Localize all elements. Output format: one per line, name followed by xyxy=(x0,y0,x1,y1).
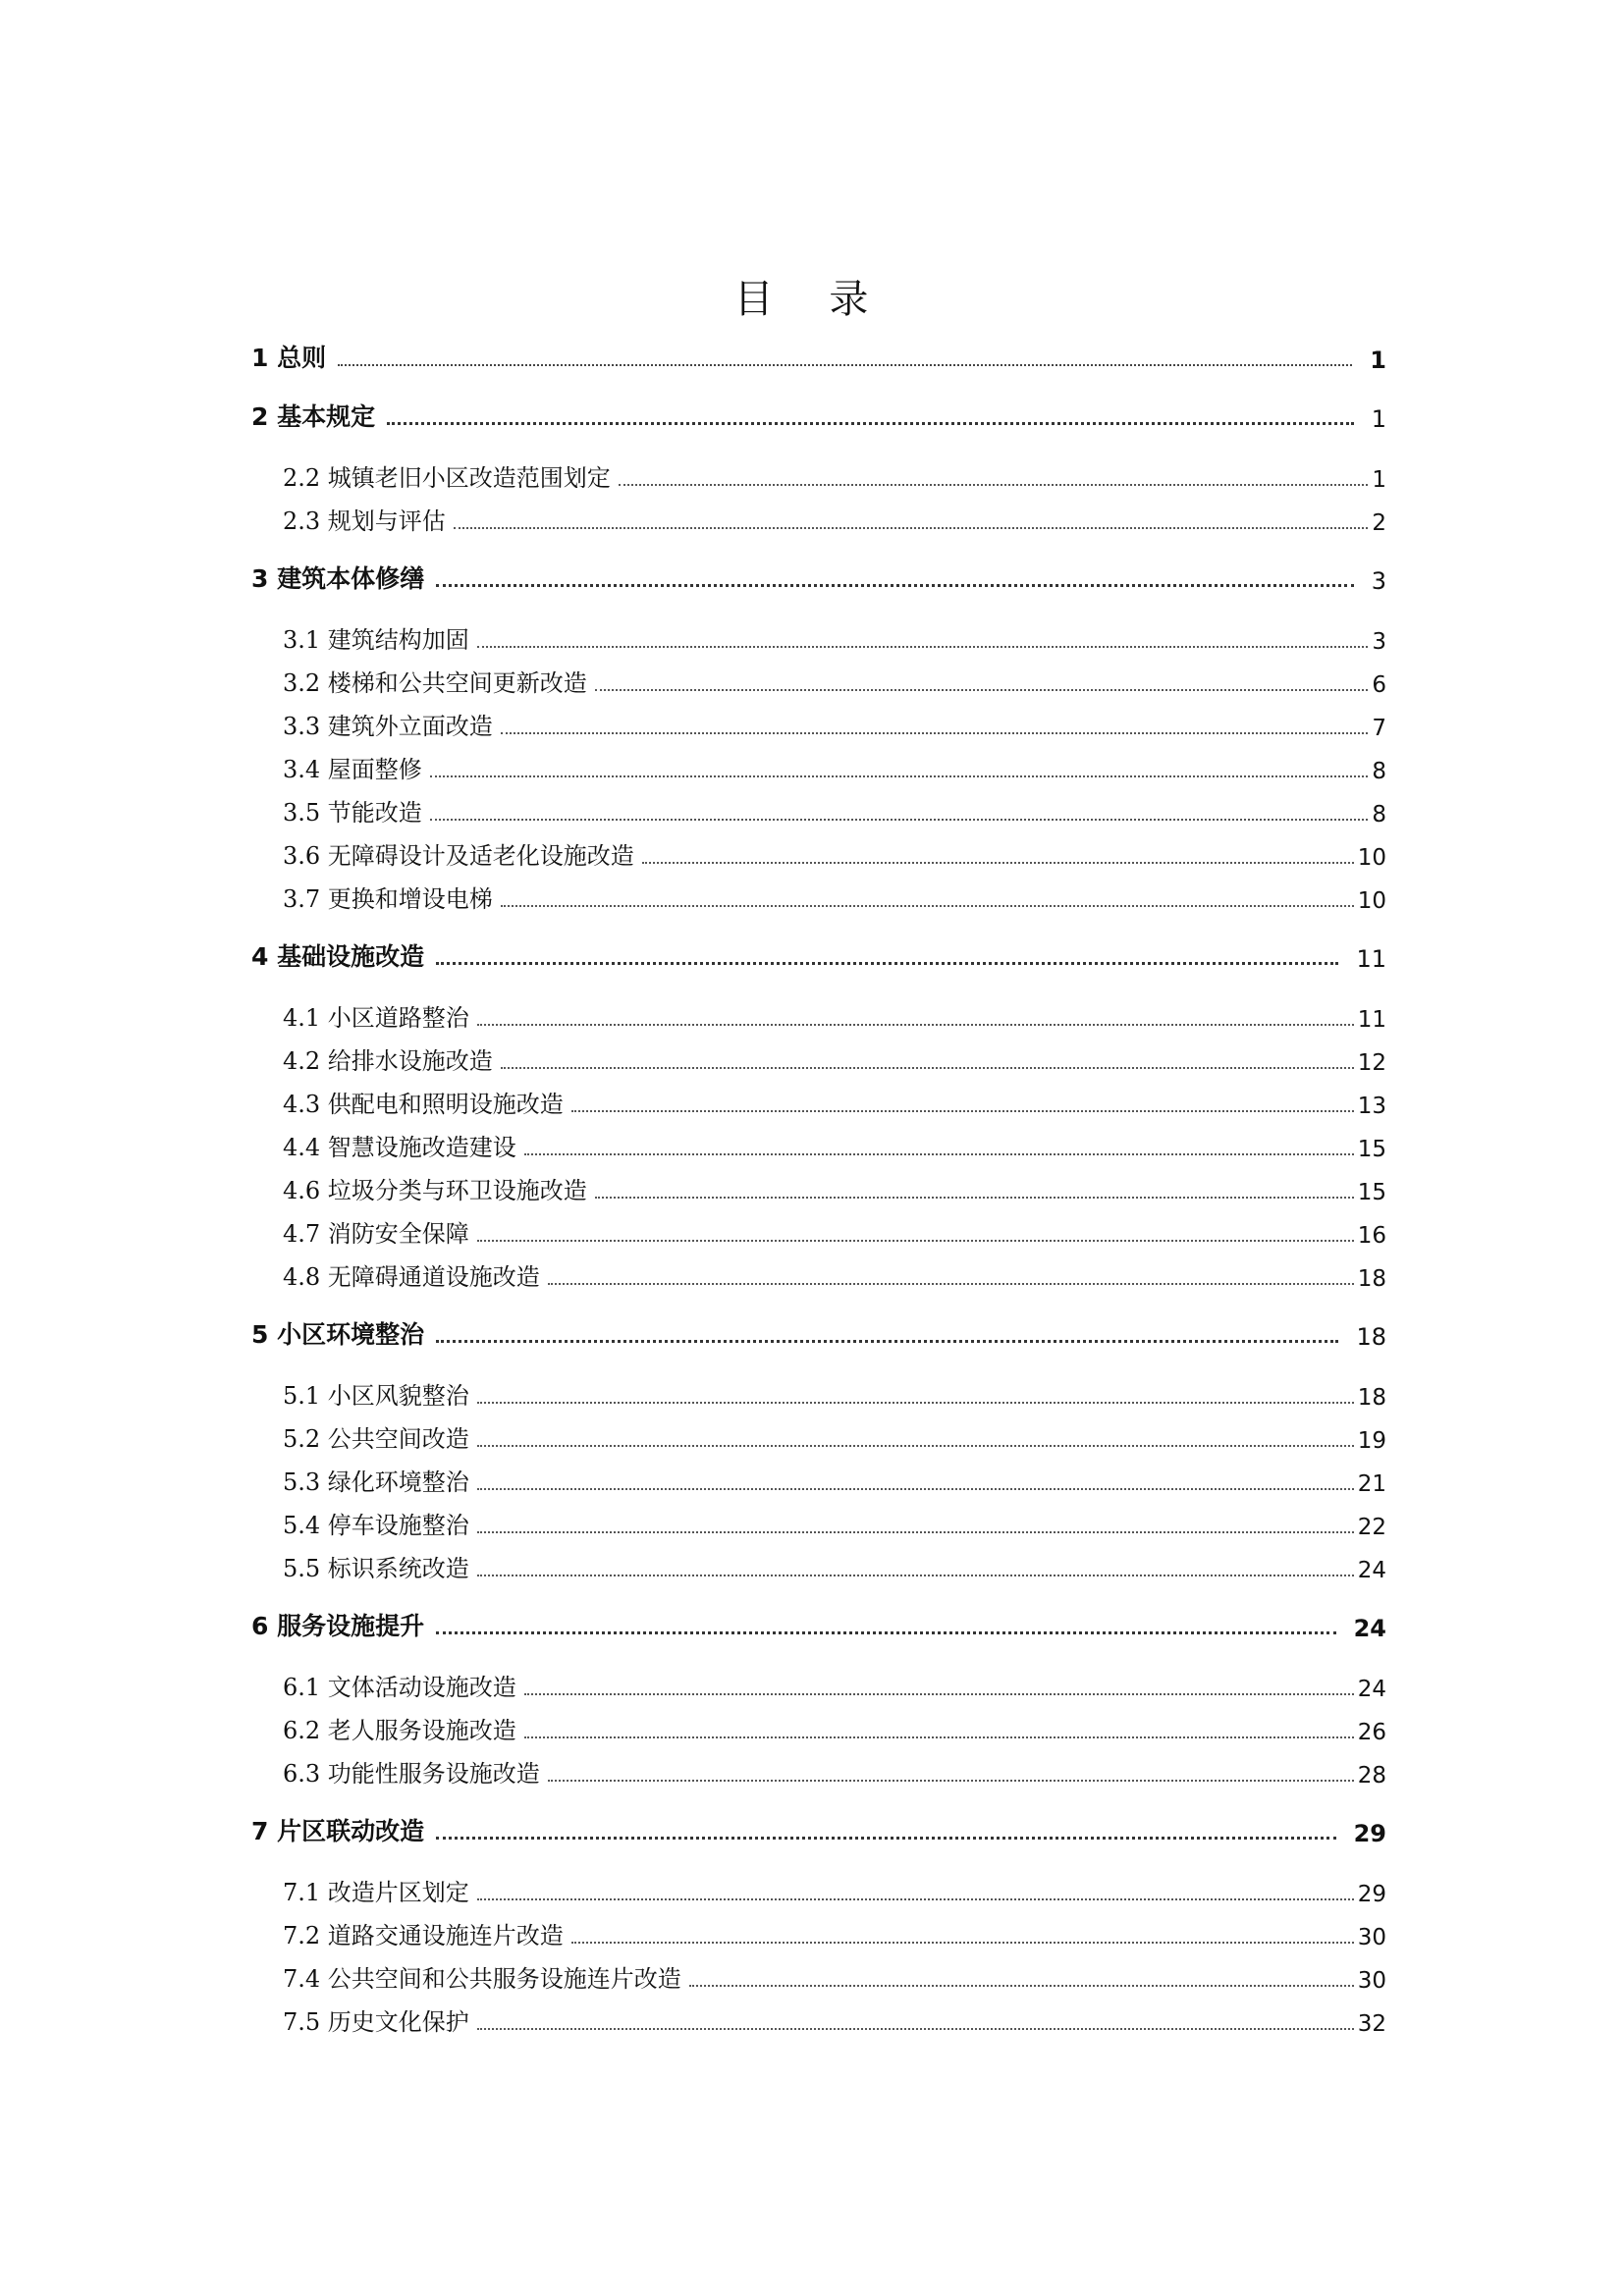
dot-leader xyxy=(477,1531,1354,1533)
toc-entry-section-4-8[interactable] xyxy=(283,1253,1386,1292)
toc-entry-section-5-5[interactable] xyxy=(283,1544,1386,1583)
toc-entry-chapter-5[interactable] xyxy=(251,1311,1386,1351)
toc-entry-page: 30 xyxy=(1357,1968,1386,1994)
dot-leader xyxy=(436,962,1338,965)
toc-entry-label: 5.2 公共空间改造 xyxy=(283,1425,469,1453)
toc-entry-section-3-5[interactable] xyxy=(283,788,1386,828)
toc-entry-section-5-1[interactable] xyxy=(283,1371,1386,1411)
toc-entry-page: 29 xyxy=(1357,1882,1386,1907)
toc-entry-label: 6.2 老人服务设施改造 xyxy=(283,1717,516,1744)
dot-leader xyxy=(338,364,1352,366)
toc-entry-chapter-4[interactable] xyxy=(251,934,1386,973)
toc-entry-label: 1 总则 xyxy=(251,344,327,372)
toc-entry-label: 3.7 更换和增设电梯 xyxy=(283,885,493,913)
toc-entry-section-4-1[interactable] xyxy=(283,993,1386,1033)
toc-entry-page: 15 xyxy=(1357,1137,1386,1162)
toc-entry-page: 19 xyxy=(1357,1428,1386,1454)
dot-leader xyxy=(430,775,1369,777)
dot-leader xyxy=(477,1402,1354,1404)
toc-entry-page: 26 xyxy=(1357,1720,1386,1745)
toc-entry-page: 1 xyxy=(1370,347,1386,374)
dot-leader xyxy=(524,1153,1354,1155)
toc-entry-page: 30 xyxy=(1357,1925,1386,1950)
dot-leader xyxy=(524,1693,1354,1695)
dot-leader xyxy=(548,1283,1354,1285)
toc-entry-page: 24 xyxy=(1357,1677,1386,1702)
dot-leader xyxy=(571,1110,1354,1112)
toc-entry-page: 1 xyxy=(1372,467,1386,493)
toc-entry-section-6-1[interactable] xyxy=(283,1663,1386,1702)
dot-leader xyxy=(501,905,1354,907)
dot-leader xyxy=(436,1631,1335,1634)
toc-entry-label: 4.8 无障碍通道设施改造 xyxy=(283,1263,540,1291)
dot-leader xyxy=(619,484,1369,486)
toc-entry-label: 5.5 标识系统改造 xyxy=(283,1555,469,1582)
toc-entry-label: 4.1 小区道路整治 xyxy=(283,1004,469,1032)
toc-entry-page: 21 xyxy=(1357,1471,1386,1497)
toc-entry-label: 4.6 垃圾分类与环卫设施改造 xyxy=(283,1177,587,1204)
toc-entry-page: 28 xyxy=(1357,1763,1386,1789)
toc-entry-section-3-1[interactable] xyxy=(283,615,1386,655)
toc-entry-section-4-6[interactable] xyxy=(283,1166,1386,1205)
toc-entry-section-4-2[interactable] xyxy=(283,1037,1386,1076)
toc-entry-chapter-6[interactable] xyxy=(251,1603,1386,1642)
toc-entry-chapter-1[interactable] xyxy=(251,335,1386,374)
toc-entry-chapter-7[interactable] xyxy=(251,1808,1386,1847)
toc-entry-label: 7 片区联动改造 xyxy=(251,1817,425,1845)
toc-entry-label: 3 建筑本体修缮 xyxy=(251,564,425,593)
toc-entry-label: 4.3 供配电和照明设施改造 xyxy=(283,1091,564,1118)
dot-leader xyxy=(595,1197,1354,1199)
toc-entry-page: 10 xyxy=(1357,888,1386,914)
toc-entry-label: 3.2 楼梯和公共空间更新改造 xyxy=(283,669,587,697)
toc-entry-chapter-3[interactable] xyxy=(251,556,1386,595)
toc-entry-page: 32 xyxy=(1357,2011,1386,2037)
toc-entry-page: 24 xyxy=(1353,1615,1386,1642)
toc-entry-section-3-7[interactable] xyxy=(283,875,1386,914)
toc-entry-label: 3.1 建筑结构加固 xyxy=(283,626,469,654)
toc-entry-page: 3 xyxy=(1371,567,1386,595)
dot-leader xyxy=(548,1780,1354,1782)
dot-leader xyxy=(524,1736,1354,1738)
toc-entry-page: 18 xyxy=(1356,1323,1386,1351)
dot-leader xyxy=(477,1024,1354,1026)
toc-entry-page: 13 xyxy=(1357,1094,1386,1119)
toc-entry-label: 2.3 规划与评估 xyxy=(283,507,446,535)
dot-leader xyxy=(595,689,1369,691)
toc-entry-section-3-6[interactable] xyxy=(283,831,1386,871)
toc-entry-label: 6.3 功能性服务设施改造 xyxy=(283,1760,540,1788)
toc-entry-label: 7.2 道路交通设施连片改造 xyxy=(283,1922,564,1949)
toc-entry-page: 15 xyxy=(1357,1180,1386,1205)
dot-leader xyxy=(477,646,1369,648)
toc-entry-page: 16 xyxy=(1357,1223,1386,1249)
toc-entry-label: 2 基本规定 xyxy=(251,402,376,431)
toc-entry-section-4-3[interactable] xyxy=(283,1080,1386,1119)
toc-entry-label: 6.1 文体活动设施改造 xyxy=(283,1674,516,1701)
dot-leader xyxy=(436,1340,1338,1343)
dot-leader xyxy=(477,1240,1354,1242)
toc-entry-page: 6 xyxy=(1372,672,1386,698)
dot-leader xyxy=(477,2028,1354,2030)
toc-entry-section-7-2[interactable] xyxy=(283,1911,1386,1950)
toc-entry-section-2-2[interactable] xyxy=(283,454,1386,493)
toc-entry-section-3-3[interactable] xyxy=(283,702,1386,741)
toc-entry-label: 3.4 屋面整修 xyxy=(283,756,422,783)
toc-title: 目 录 xyxy=(733,276,891,322)
toc-entry-page: 29 xyxy=(1353,1820,1386,1847)
toc-entry-section-4-7[interactable] xyxy=(283,1209,1386,1249)
toc-entry-page: 11 xyxy=(1357,1007,1386,1033)
toc-entry-label: 6 服务设施提升 xyxy=(251,1612,425,1640)
toc-entry-page: 2 xyxy=(1372,510,1386,536)
toc-entry-label: 5.3 绿化环境整治 xyxy=(283,1468,469,1496)
dot-leader xyxy=(387,422,1354,425)
toc-entry-section-4-4[interactable] xyxy=(283,1123,1386,1162)
dot-leader xyxy=(501,1067,1354,1069)
dot-leader xyxy=(436,584,1354,587)
dot-leader xyxy=(501,732,1369,734)
toc-entry-page: 24 xyxy=(1357,1558,1386,1583)
toc-entry-section-2-3[interactable] xyxy=(283,497,1386,536)
toc-entry-section-3-2[interactable] xyxy=(283,659,1386,698)
dot-leader xyxy=(436,1837,1335,1840)
dot-leader xyxy=(477,1445,1354,1447)
toc-entry-section-5-3[interactable] xyxy=(283,1458,1386,1497)
toc-entry-page: 11 xyxy=(1356,945,1386,973)
toc-entry-label: 4.2 给排水设施改造 xyxy=(283,1047,493,1075)
toc-entry-page: 8 xyxy=(1372,802,1386,828)
toc-entry-page: 18 xyxy=(1357,1385,1386,1411)
toc-entry-label: 3.5 节能改造 xyxy=(283,799,422,827)
dot-leader xyxy=(571,1942,1354,1944)
toc-entry-section-7-4[interactable] xyxy=(283,1954,1386,1994)
toc-entry-section-5-2[interactable] xyxy=(283,1415,1386,1454)
dot-leader xyxy=(477,1575,1354,1576)
toc-entry-label: 7.4 公共空间和公共服务设施连片改造 xyxy=(283,1965,681,1993)
toc-entry-section-6-2[interactable] xyxy=(283,1706,1386,1745)
toc-entry-label: 4 基础设施改造 xyxy=(251,942,425,971)
toc-entry-page: 1 xyxy=(1371,405,1386,433)
dot-leader xyxy=(689,1985,1354,1987)
toc-entry-section-5-4[interactable] xyxy=(283,1501,1386,1540)
toc-entry-label: 3.6 无障碍设计及适老化设施改造 xyxy=(283,842,634,870)
toc-entry-page: 22 xyxy=(1357,1515,1386,1540)
toc-entry-page: 12 xyxy=(1357,1050,1386,1076)
toc-entry-label: 5 小区环境整治 xyxy=(251,1320,425,1349)
dot-leader xyxy=(477,1898,1354,1900)
toc-entry-label: 4.4 智慧设施改造建设 xyxy=(283,1134,516,1161)
toc-entry-label: 3.3 建筑外立面改造 xyxy=(283,713,493,740)
toc-entry-label: 4.7 消防安全保障 xyxy=(283,1220,469,1248)
toc-entry-label: 2.2 城镇老旧小区改造范围划定 xyxy=(283,464,611,492)
dot-leader xyxy=(642,862,1354,864)
toc-entry-label: 7.5 历史文化保护 xyxy=(283,2008,469,2036)
toc-entry-page: 3 xyxy=(1372,629,1386,655)
dot-leader xyxy=(430,819,1369,821)
toc-entry-label: 5.4 停车设施整治 xyxy=(283,1512,469,1539)
dot-leader xyxy=(454,527,1369,529)
toc-entry-label: 5.1 小区风貌整治 xyxy=(283,1382,469,1410)
toc-entry-label: 7.1 改造片区划定 xyxy=(283,1879,469,1906)
toc-entry-page: 8 xyxy=(1372,759,1386,784)
dot-leader xyxy=(477,1488,1354,1490)
toc-entry-page: 10 xyxy=(1357,845,1386,871)
toc-entry-page: 7 xyxy=(1372,716,1386,741)
toc-entry-section-7-5[interactable] xyxy=(283,1998,1386,2037)
toc-entry-section-3-4[interactable] xyxy=(283,745,1386,784)
toc-entry-section-7-1[interactable] xyxy=(283,1868,1386,1907)
toc-entry-section-6-3[interactable] xyxy=(283,1749,1386,1789)
toc-entry-page: 18 xyxy=(1357,1266,1386,1292)
toc-entry-chapter-2[interactable] xyxy=(251,394,1386,433)
